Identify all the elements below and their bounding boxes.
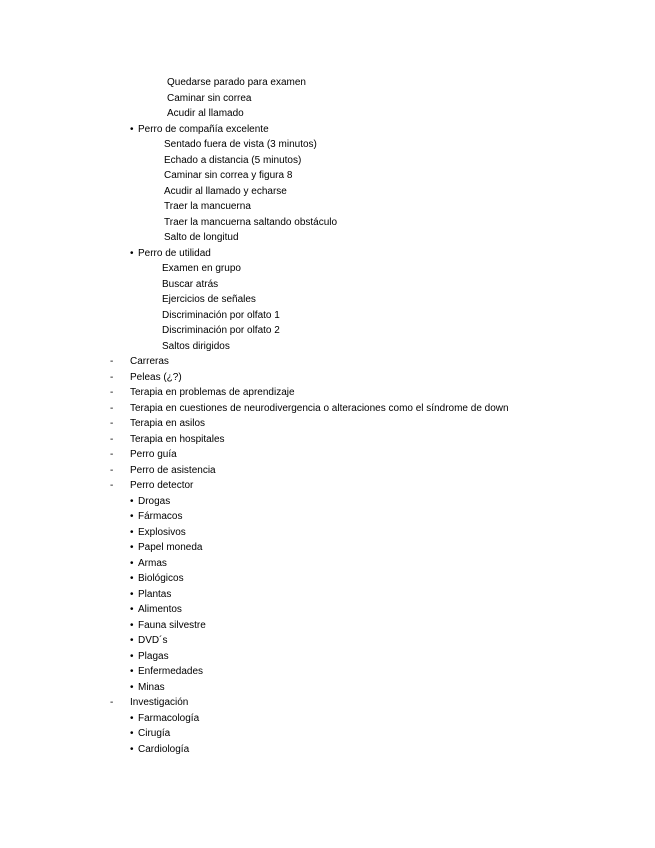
dash-marker: - [110, 697, 114, 708]
list-item: Sentado fuera de vista (3 minutos) [164, 139, 317, 150]
main-item: Terapia en problemas de aprendizaje [130, 387, 295, 398]
bullet-icon: • [130, 496, 134, 507]
bullet-icon: • [130, 124, 134, 135]
list-item: Acudir al llamado y echarse [164, 186, 287, 197]
bullet-icon: • [130, 728, 134, 739]
list-item: Caminar sin correa y figura 8 [164, 170, 293, 181]
research-item: Cirugía [138, 728, 171, 739]
dash-marker: - [110, 372, 114, 383]
main-item: Perro guía [130, 449, 177, 460]
dash-marker: - [110, 356, 114, 367]
detector-item: Explosivos [138, 527, 186, 538]
list-item: Caminar sin correa [167, 93, 252, 104]
section-heading-companion: Perro de compañía excelente [138, 124, 269, 135]
main-item: Peleas (¿?) [130, 372, 182, 383]
bullet-icon: • [130, 604, 134, 615]
bullet-icon: • [130, 573, 134, 584]
detector-item: Biológicos [138, 573, 184, 584]
detector-item: Fauna silvestre [138, 620, 206, 631]
dash-marker: - [110, 418, 114, 429]
detector-item: Plantas [138, 589, 172, 600]
dash-marker: - [110, 480, 114, 491]
research-item: Farmacología [138, 713, 200, 724]
list-item: Quedarse parado para examen [167, 77, 306, 88]
bullet-icon: • [130, 558, 134, 569]
main-item: Investigación [130, 697, 189, 708]
dash-marker: - [110, 449, 114, 460]
detector-item: Fármacos [138, 511, 183, 522]
bullet-icon: • [130, 589, 134, 600]
main-item: Terapia en asilos [130, 418, 206, 429]
detector-item: Minas [138, 682, 165, 693]
section-heading-utility: Perro de utilidad [138, 248, 211, 259]
main-item: Terapia en cuestiones de neurodivergencia o alteraciones como el síndrome de down [130, 403, 509, 414]
list-item: Discriminación por olfato 2 [162, 325, 280, 336]
bullet-icon: • [130, 744, 134, 755]
detector-item: Armas [138, 558, 167, 569]
detector-item: DVD´s [138, 635, 168, 646]
bullet-icon: • [130, 511, 134, 522]
main-item: Terapia en hospitales [130, 434, 225, 445]
detector-item: Papel moneda [138, 542, 203, 553]
list-item: Salto de longitud [164, 232, 239, 243]
main-item: Carreras [130, 356, 169, 367]
list-item: Echado a distancia (5 minutos) [164, 155, 302, 166]
detector-item: Plagas [138, 651, 169, 662]
list-item: Traer la mancuerna saltando obstáculo [164, 217, 338, 228]
list-item: Traer la mancuerna [164, 201, 251, 212]
bullet-icon: • [130, 542, 134, 553]
bullet-icon: • [130, 620, 134, 631]
bullet-icon: • [130, 666, 134, 677]
bullet-icon: • [130, 651, 134, 662]
dash-marker: - [110, 465, 114, 476]
bullet-icon: • [130, 713, 134, 724]
list-item: Acudir al llamado [167, 108, 244, 119]
list-item: Examen en grupo [162, 263, 241, 274]
dash-marker: - [110, 403, 114, 414]
main-item: Perro de asistencia [130, 465, 216, 476]
detector-item: Enfermedades [138, 666, 204, 677]
list-item: Buscar atrás [162, 279, 219, 290]
bullet-icon: • [130, 248, 134, 259]
dash-marker: - [110, 434, 114, 445]
detector-item: Alimentos [138, 604, 182, 615]
list-item: Ejercicios de señales [162, 294, 256, 305]
list-item: Saltos dirigidos [162, 341, 230, 352]
detector-item: Drogas [138, 496, 171, 507]
main-item: Perro detector [130, 480, 194, 491]
list-item: Discriminación por olfato 1 [162, 310, 280, 321]
bullet-icon: • [130, 527, 134, 538]
bullet-icon: • [130, 682, 134, 693]
research-item: Cardiología [138, 744, 190, 755]
dash-marker: - [110, 387, 114, 398]
bullet-icon: • [130, 635, 134, 646]
